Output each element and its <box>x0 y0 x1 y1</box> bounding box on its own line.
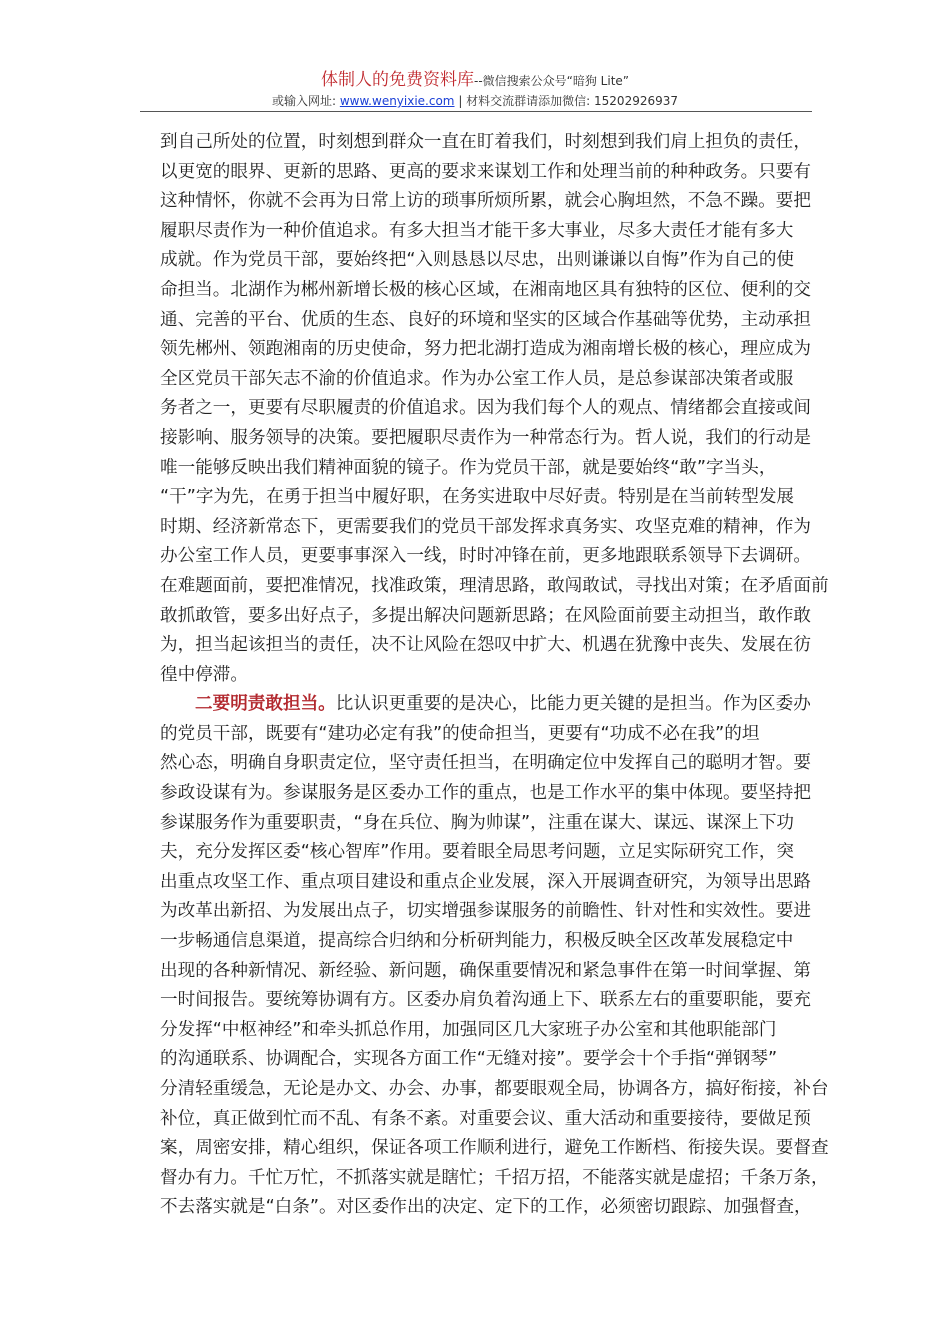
text-line: 参政设谋有为。参谋服务是区委办工作的重点，也是工作水平的集中体现。要坚持把 <box>160 783 811 804</box>
text-line: 督办有力。千忙万忙，不抓落实就是瞎忙；千招万招，不能落实就是虚招；千条万条， <box>160 1167 829 1188</box>
text-line: 参谋服务作为重要职责，“身在兵位、胸为帅谋”，注重在谋大、谋远、谋深上下功 <box>160 812 795 833</box>
text-line: 不去落实就是“白条”。对区委作出的决定、定下的工作，必须密切跟踪、加强督查， <box>160 1197 812 1218</box>
text-line: 在难题面前，要把准情况，找准政策，理清思路，敢闯敢试，寻找出对策；在矛盾面前 <box>160 575 829 596</box>
paragraph-2 <box>160 690 829 1223</box>
header-subtitle: --微信搜索公众号“暗狗 Lite” <box>473 74 630 88</box>
header-contact: | 材料交流群请添加微信: 15202926937 <box>454 94 679 108</box>
text-line: 务者之一，更要有尽职履责的价值追求。因为我们每个人的观点、情绪都会直接或间 <box>160 398 811 419</box>
text-line: 通、完善的平台、优质的生态、良好的环境和坚实的区域合作基础等优势，主动承担 <box>160 309 811 330</box>
header-divider <box>140 111 812 112</box>
text-line: 到自己所处的位置，时刻想到群众一直在盯着我们，时刻想到我们肩上担负的责任， <box>160 132 811 152</box>
text-line: 为改革出新招、为发展出点子，切实增强参谋服务的前瞻性、针对性和实效性。要进 <box>160 901 811 922</box>
header-brand: 体制人的免费资料库 <box>320 70 474 90</box>
text-line: 出重点攻坚工作、重点项目建设和重点企业发展，深入开展调查研究，为领导出思路 <box>160 871 811 892</box>
text-line: 敢抓敢管，要多出好点子，多提出解决问题新思路；在风险面前要主动担当，敢作敢 <box>160 605 811 626</box>
document-body <box>160 128 829 1223</box>
text-line: 案，周密安排，精心组织，保证各项工作顺利进行，避免工作断档、衔接失误。要督查 <box>160 1138 829 1159</box>
text-line: 唯一能够反映出我们精神面貌的镜子。作为党员干部，就是要始终“敢”字当头， <box>160 457 777 478</box>
header-contact-line <box>0 92 950 110</box>
header-url-link[interactable]: www.wenyixie.com <box>339 94 455 108</box>
paragraph-2-lead: 二要明责敢担当。 <box>195 694 336 715</box>
text-line: 这种情怀，你就不会再为日常上访的琐事所烦所累，就会心胸坦然，不急不躁。要把 <box>160 191 811 212</box>
text-line: 出现的各种新情况、新经验、新问题，确保重要情况和紧急事件在第一时间掌握、第 <box>160 960 811 981</box>
text-line: 以更宽的眼界、更新的思路、更高的要求来谋划工作和处理当前的种种政务。只要有 <box>160 161 811 182</box>
paragraph-1 <box>160 128 829 690</box>
text-line: 分清轻重缓急，无论是办文、办会、办事，都要眼观全局，协调各方，搞好衔接，补台 <box>160 1079 829 1099</box>
text-line: 一时间报告。要统筹协调有方。区委办肩负着沟通上下、联系左右的重要职能，要充 <box>160 990 811 1011</box>
text-line: 徨中停滞。 <box>160 664 248 685</box>
text-line: 全区党员干部矢志不渝的价值追求。作为办公室工作人员，是总参谋部决策者或服 <box>160 368 794 389</box>
text-line: 然心态，明确自身职责定位，坚守责任担当，在明确定位中发挥自己的聪明才智。要 <box>160 753 811 774</box>
text-line: 一步畅通信息渠道，提高综合归纳和分析研判能力，积极反映全区改革发展稳定中 <box>160 931 794 952</box>
paragraph-2-first-line-text: 比认识更重要的是决心，比能力更关键的是担当。作为区委办 <box>335 694 811 715</box>
text-line: 的沟通联系、协调配合，实现各方面工作“无缝对接”。要学会十个手指“弹钢琴” <box>160 1049 778 1070</box>
text-line: 时期、经济新常态下，更需要我们的党员干部发挥求真务实、攻坚克难的精神，作为 <box>160 516 811 537</box>
text-line: 分发挥“中枢神经”和牵头抓总作用，加强同区几大家班子办公室和其他职能部门 <box>160 1019 777 1040</box>
text-line: 为，担当起该担当的责任，决不让风险在怨叹中扩大、机遇在犹豫中丧失、发展在彷 <box>160 635 811 656</box>
text-line: 领先郴州、领跑湘南的历史使命，努力把北湖打造成为湘南增长极的核心，理应成为 <box>160 339 811 360</box>
text-line: 履职尽责作为一种价值追求。有多大担当才能干多大事业，尽多大责任才能有多大 <box>160 220 794 241</box>
header-title-line <box>0 70 950 91</box>
text-line: 夫，充分发挥区委“核心智库”作用。要着眼全局思考问题，立足实际研究工作，突 <box>160 842 795 863</box>
paragraph-2-first-line <box>160 690 811 720</box>
text-line: 命担当。北湖作为郴州新增长极的核心区域，在湘南地区具有独特的区位、便利的交 <box>160 279 811 300</box>
header-url-prefix: 或输入网址: <box>271 94 340 108</box>
text-line: 办公室工作人员，更要事事深入一线，时时冲锋在前，更多地跟联系领导下去调研。 <box>160 546 811 567</box>
text-line: 接影响、服务领导的决策。要把履职尽责作为一种常态行为。哲人说，我们的行动是 <box>160 427 811 448</box>
text-line: 的党员干部，既要有“建功必定有我”的使命担当，更要有“功成不必在我”的坦 <box>160 723 760 744</box>
text-line: 成就。作为党员干部，要始终把“入则恳恳以尽忠，出则谦谦以自悔”作为自己的使 <box>160 250 795 271</box>
page-header <box>0 70 950 110</box>
text-line: “干”字为先，在勇于担当中履好职，在务实进取中尽好责。特别是在当前转型发展 <box>160 487 795 508</box>
text-line: 补位，真正做到忙而不乱、有条不紊。对重要会议、重大活动和重要接待，要做足预 <box>160 1108 811 1129</box>
